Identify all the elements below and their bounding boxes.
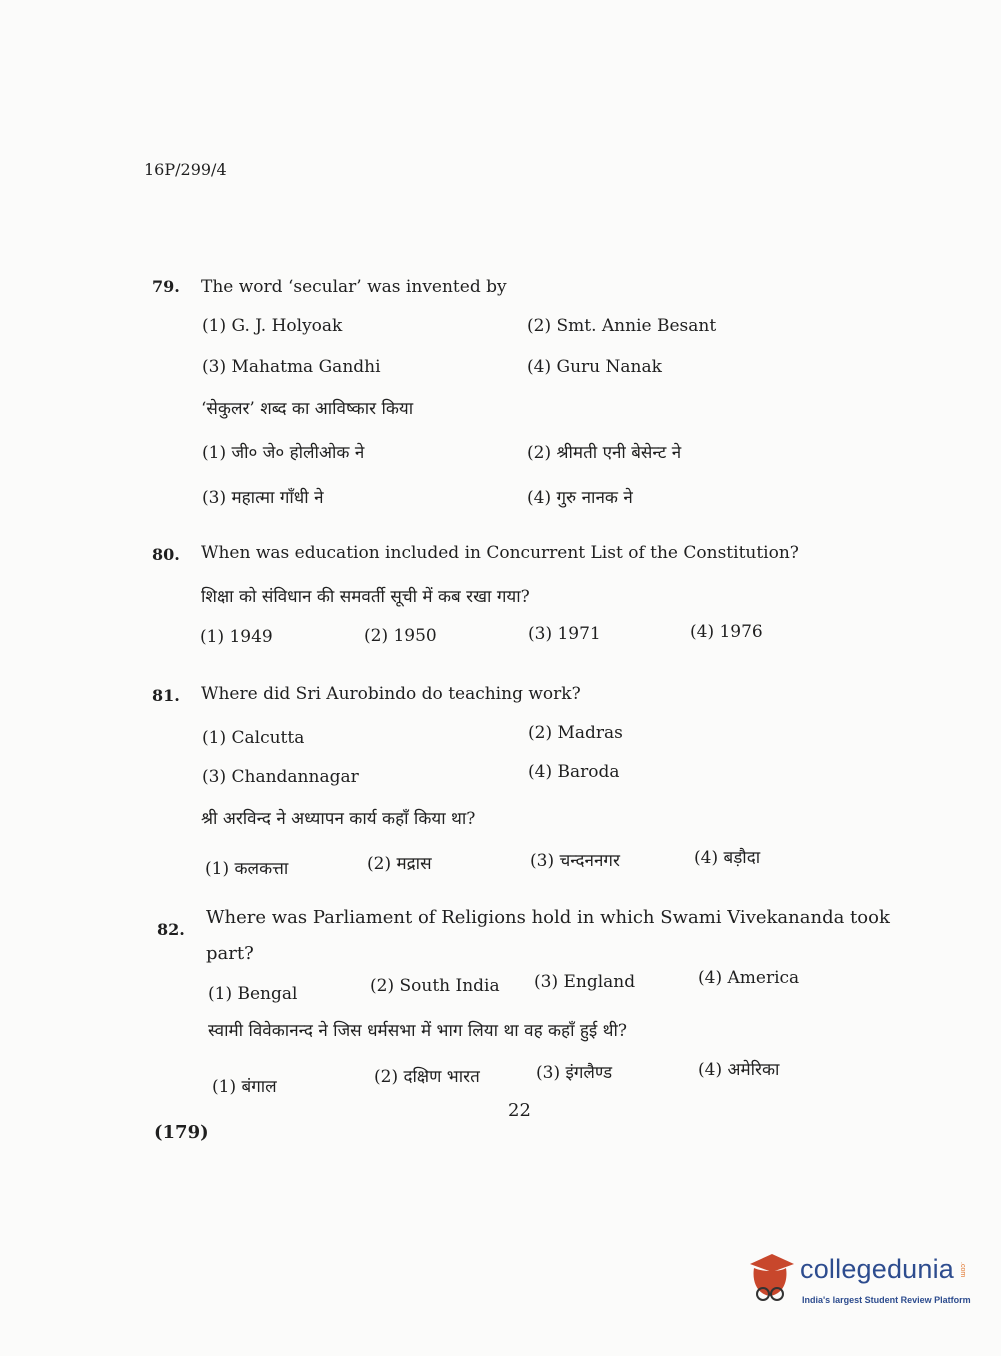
option-1: (1) 1949 xyxy=(200,627,273,647)
option-2: (2) 1950 xyxy=(364,626,437,646)
option-en-1: (1) G. J. Holyoak xyxy=(202,316,343,336)
page-number: 22 xyxy=(508,1100,531,1121)
option-3: (3) 1971 xyxy=(528,624,601,644)
question-number: 80. xyxy=(152,545,180,564)
option-hi-3: (3) महात्मा गाँधी ने xyxy=(202,488,324,508)
option-en-4: (4) Guru Nanak xyxy=(527,357,662,377)
option-hi-4: (4) अमेरिका xyxy=(698,1060,780,1080)
option-en-1: (1) Bengal xyxy=(208,984,298,1004)
question-text-hi: श्री अरविन्द ने अध्यापन कार्य कहाँ किया था? xyxy=(201,809,476,829)
mascot-icon xyxy=(742,1250,798,1312)
question-text-hi: ‘सेकुलर’ शब्द का आविष्कार किया xyxy=(201,399,414,419)
option-hi-2: (2) श्रीमती एनी बेसेन्ट ने xyxy=(527,443,682,463)
question-number: 81. xyxy=(152,686,180,705)
paper-code: 16P/299/4 xyxy=(144,160,227,179)
option-en-3: (3) England xyxy=(534,972,636,992)
option-en-4: (4) Baroda xyxy=(528,762,620,782)
option-en-3: (3) Mahatma Gandhi xyxy=(202,357,381,377)
option-hi-3: (3) इंगलैण्ड xyxy=(536,1063,613,1083)
question-text-hi: शिक्षा को संविधान की समवर्ती सूची में कब रखा गया? xyxy=(201,587,530,607)
option-hi-1: (1) कलकत्ता xyxy=(205,859,289,879)
question-text-hi: स्वामी विवेकानन्द ने जिस धर्मसभा में भाग लिया था वह कहाँ हुई थी? xyxy=(208,1021,628,1041)
question-text-en: Where did Sri Aurobindo do teaching work? xyxy=(201,684,581,704)
question-text-en: When was education included in Concurrent List of the Constitution? xyxy=(201,543,799,563)
question-text-en: The word ‘secular’ was invented by xyxy=(201,277,507,297)
brand-tagline: India's largest Student Review Platform xyxy=(802,1295,971,1305)
option-en-3: (3) Chandannagar xyxy=(202,767,359,787)
question-text-en-line1: Where was Parliament of Religions hold in which Swami Vivekananda took xyxy=(206,907,890,928)
option-en-2: (2) Smt. Annie Besant xyxy=(527,316,717,336)
option-en-4: (4) America xyxy=(698,968,800,988)
option-en-2: (2) Madras xyxy=(528,723,623,743)
question-text-en-line2: part? xyxy=(206,943,254,964)
question-number: 82. xyxy=(157,920,185,939)
option-en-2: (2) South India xyxy=(370,976,500,996)
footer-code: (179) xyxy=(154,1122,209,1143)
option-hi-1: (1) बंगाल xyxy=(212,1077,277,1097)
option-hi-3: (3) चन्दननगर xyxy=(530,851,620,871)
option-hi-4: (4) गुरु नानक ने xyxy=(527,488,633,508)
brand-domain: .com xyxy=(959,1262,966,1278)
option-en-1: (1) Calcutta xyxy=(202,728,305,748)
option-hi-2: (2) मद्रास xyxy=(367,854,432,874)
option-hi-1: (1) जी० जे० होलीओक ने xyxy=(202,443,365,463)
question-number: 79. xyxy=(152,277,180,296)
option-hi-2: (2) दक्षिण भारत xyxy=(374,1067,480,1087)
option-hi-4: (4) बड़ौदा xyxy=(694,848,761,868)
option-4: (4) 1976 xyxy=(690,622,763,642)
collegedunia-watermark xyxy=(742,1250,972,1312)
brand-name: collegedunia xyxy=(800,1254,955,1284)
